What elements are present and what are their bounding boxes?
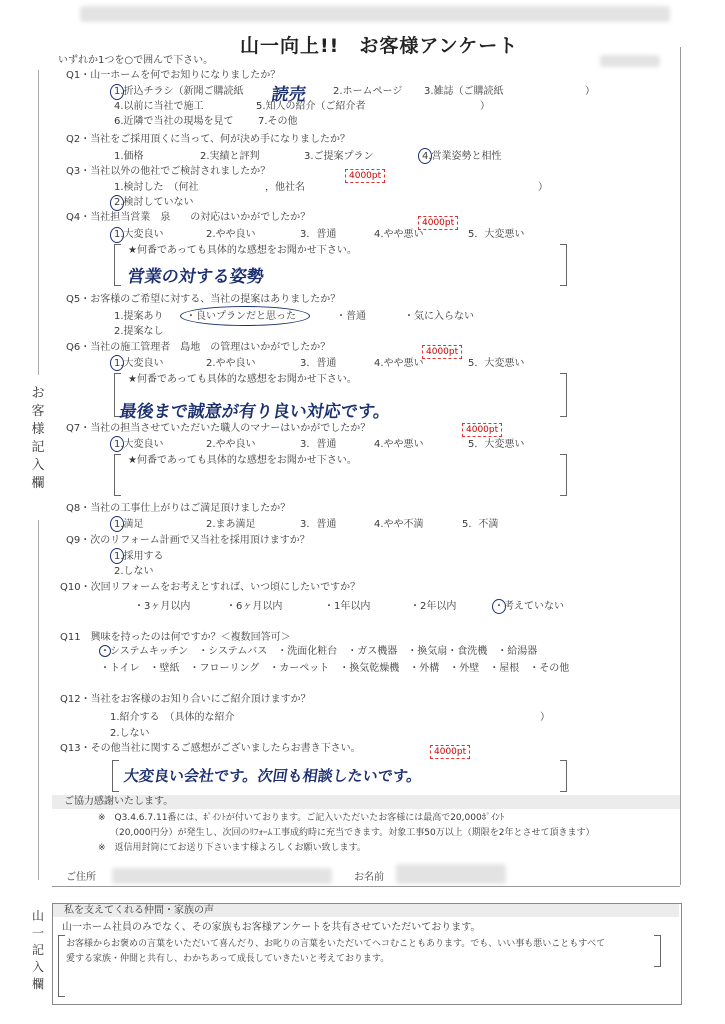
q3-opt1[interactable]: 1.検討した （何社 bbox=[114, 182, 199, 193]
q6-prompt: ★何番であっても具体的な感想をお聞かせ下さい。 bbox=[128, 374, 357, 385]
q4-opt5[interactable]: 5．大変悪い bbox=[468, 229, 525, 240]
q4-handwriting: 営業の対する姿勢 bbox=[126, 267, 266, 287]
q2-opt1[interactable]: 1.価格 bbox=[114, 151, 144, 162]
q12-opt2[interactable]: 2.しない bbox=[110, 728, 150, 739]
q2-opt3[interactable]: 3.ご提案プラン bbox=[304, 151, 374, 162]
q2-opt4[interactable]: 4.営業姿勢と相性 bbox=[422, 151, 502, 162]
q5-question: Q5・お客様のご希望に対する、当社の提案はありましたか？ bbox=[66, 294, 341, 305]
q4-prompt: ★何番であっても具体的な感想をお聞かせ下さい。 bbox=[128, 245, 357, 256]
q4-question: Q4・当社担当営業 泉 の対応はいかがでしたか？ bbox=[66, 212, 311, 223]
q1-opt3[interactable]: 3.雑誌（ご購読紙 bbox=[424, 86, 504, 97]
q1-opt4[interactable]: 4.以前に当社で施工 bbox=[114, 101, 204, 112]
q11-question: Q11 興味を持ったのは何ですか？＜複数回答可＞ bbox=[60, 632, 291, 643]
q10-opt5[interactable]: ・考えていない bbox=[494, 601, 564, 612]
q9-question: Q9・次のリフォーム計画で又当社を採用頂けますか？ bbox=[66, 535, 310, 546]
q7-bracket-left bbox=[114, 454, 121, 496]
q10-question: Q10・次回リフォームをお考えとすれば、いつ頃にしたいですか？ bbox=[60, 582, 361, 593]
note-envelope: ※ 返信用封筒にてお送り下さいます様よろしくお願い致します。 bbox=[98, 843, 366, 853]
q1-handwriting: 読売 bbox=[270, 85, 308, 105]
q6-opt5[interactable]: 5．大変悪い bbox=[468, 358, 525, 369]
q4-opt1[interactable]: 1.大変良い bbox=[114, 229, 164, 240]
q3-opt2[interactable]: 2.検討していない bbox=[114, 197, 194, 208]
q12-opt1[interactable]: 1.紹介する （具体的な紹介 bbox=[110, 712, 235, 723]
q5-opt2[interactable]: 2.提案なし bbox=[114, 326, 164, 337]
name-label: お名前 bbox=[354, 872, 384, 883]
q4-opt3[interactable]: 3．普通 bbox=[300, 229, 337, 240]
q7-prompt: ★何番であっても具体的な感想をお聞かせ下さい。 bbox=[128, 455, 357, 466]
q6-opt2[interactable]: 2.やや良い bbox=[206, 358, 256, 369]
q8-opt5[interactable]: 5．不満 bbox=[462, 519, 499, 530]
q7-bracket-right bbox=[560, 454, 567, 496]
q8-opt3[interactable]: 3．普通 bbox=[300, 519, 337, 530]
q6-bracket-right bbox=[560, 373, 567, 417]
q2-opt2[interactable]: 2.実績と評判 bbox=[200, 151, 260, 162]
q7-opt1[interactable]: 1.大変良い bbox=[114, 439, 164, 450]
side-label-customer: お客様記入欄 bbox=[31, 386, 45, 491]
q4-opt4[interactable]: 4.やや悪い bbox=[374, 229, 424, 240]
q3-points-stamp: 4000pt bbox=[345, 169, 385, 183]
staff-line-2: お客様からお褒めの言葉をいただいて喜んだり、お叱りの言葉をいただいてヘコむこともあります。でも、いい事も悪いこともすべて bbox=[66, 939, 606, 949]
q8-opt4[interactable]: 4.やや不満 bbox=[374, 519, 424, 530]
note-points-2: （20,000円分）が発生し、次回のﾘﾌｫｰﾑ工事成約時に充当できます。対象工事50万以上（期限を2年とさせて頂きます） bbox=[110, 828, 595, 838]
q7-opt5[interactable]: 5．大変悪い bbox=[468, 439, 525, 450]
q13-bracket-left bbox=[112, 760, 119, 792]
q8-opt2[interactable]: 2.まあ満足 bbox=[206, 519, 256, 530]
q1-opt1[interactable]: 1.折込チラシ（新聞ご購読紙 bbox=[114, 86, 244, 97]
q3-opt1-close: ） bbox=[538, 182, 548, 193]
q7-opt4[interactable]: 4.やや悪い bbox=[374, 439, 424, 450]
q7-opt2[interactable]: 2.やや良い bbox=[206, 439, 256, 450]
q7-question: Q7・当社の担当させていただいた職人のマナーはいかがでしたか？ bbox=[66, 423, 371, 434]
q4-bracket-left bbox=[114, 244, 121, 286]
q10-opt2[interactable]: ・6ヶ月以内 bbox=[226, 601, 283, 612]
q13-points-stamp: 4000pt bbox=[430, 745, 470, 759]
q4-opt2[interactable]: 2.やや良い bbox=[206, 229, 256, 240]
q6-opt4[interactable]: 4.やや悪い bbox=[374, 358, 424, 369]
q3-opt1-names: ，他社名 bbox=[265, 182, 305, 193]
q13-question: Q13・その他当社に関するご感想がございましたらお書き下さい。 bbox=[60, 743, 361, 754]
q6-handwriting: 最後まで誠意が有り良い対応です。 bbox=[118, 402, 392, 422]
q12-opt1-close: ） bbox=[540, 712, 550, 723]
redacted-header bbox=[80, 6, 670, 22]
footer-line bbox=[52, 886, 680, 887]
name-redacted[interactable] bbox=[396, 864, 506, 884]
q1-question: Q1・山一ホームを何でお知りになりましたか？ bbox=[66, 70, 281, 81]
q6-opt1[interactable]: 1.大変良い bbox=[114, 358, 164, 369]
side-label-staff: 山一記入欄 bbox=[31, 909, 44, 991]
q6-points-stamp: 4000pt bbox=[422, 345, 462, 359]
q5-opt1a[interactable]: ・良いプランだと思った bbox=[186, 311, 296, 322]
thanks-text: ご協力感謝いたします。 bbox=[64, 796, 174, 807]
side-divider-top bbox=[38, 70, 39, 375]
q9-opt2[interactable]: 2.しない bbox=[114, 566, 154, 577]
q13-handwriting: 大変良い会社です。次回も相談したいです。 bbox=[122, 767, 423, 785]
q1-opt6[interactable]: 6.近隣で当社の現場を見て bbox=[114, 116, 234, 127]
staff-line-1: 山一ホーム社員のみでなく、その家族もお客様アンケートを共有させていただいております。 bbox=[62, 922, 481, 933]
q11-options-row1[interactable]: ・システムキッチン ・システムバス ・洗面化粧台 ・ガス機器 ・換気扇・食洗機 ・給湯器 bbox=[100, 646, 538, 657]
q5-opt1c[interactable]: ・気に入らない bbox=[404, 311, 474, 322]
q4-points-stamp: 4000pt bbox=[418, 216, 458, 230]
q6-opt3[interactable]: 3．普通 bbox=[300, 358, 337, 369]
q1-opt3-close: ） bbox=[585, 86, 595, 97]
q8-question: Q8・当社の工事仕上がりはご満足頂けましたか？ bbox=[66, 503, 291, 514]
address-label: ご住所 bbox=[66, 872, 96, 883]
side-divider-bottom bbox=[38, 520, 39, 880]
q1-opt5[interactable]: 5.知人の紹介（ご紹介者 bbox=[256, 101, 366, 112]
q7-points-stamp: 4000pt bbox=[462, 423, 502, 437]
staff-bracket-left bbox=[58, 935, 65, 997]
q1-opt2[interactable]: 2.ホームページ bbox=[333, 86, 403, 97]
q10-opt4[interactable]: ・2年以内 bbox=[410, 601, 457, 612]
q9-opt1[interactable]: 1.採用する bbox=[114, 551, 164, 562]
page-title: 山一向上!! お客様アンケート bbox=[240, 35, 519, 57]
q3-question: Q3・当社以外の他社でご検討されましたか？ bbox=[66, 166, 271, 177]
q1-answer-circle bbox=[110, 84, 124, 100]
q12-question: Q12・当社をお客様のお知り合いにご紹介頂けますか？ bbox=[60, 694, 311, 705]
q4-bracket-right bbox=[560, 244, 567, 286]
q2-question: Q2・当社をご採用頂くに当って、何が決め手になりましたか？ bbox=[66, 134, 351, 145]
staff-line-3: 愛する家族・仲間と共有し、わかちあって成長していきたいと考えております。 bbox=[66, 954, 390, 964]
q6-question: Q6・当社の施工管理者 島地 の管理はいかがでしたか？ bbox=[66, 342, 331, 353]
address-redacted[interactable] bbox=[112, 868, 332, 884]
q1-opt7[interactable]: 7.その他 bbox=[258, 116, 298, 127]
q10-opt3[interactable]: ・1年以内 bbox=[324, 601, 371, 612]
q5-opt1[interactable]: 1.提案あり bbox=[114, 311, 164, 322]
note-points-1: ※ Q3.4.6.7.11番には、ﾎﾟｲﾝﾄが付いております。ご記入いただいたお客様には最高で20,000ﾎﾟｲﾝﾄ bbox=[98, 813, 505, 823]
q7-opt3[interactable]: 3．普通 bbox=[300, 439, 337, 450]
intro-text: いずれか1つを○で囲んで下さい。 bbox=[58, 55, 214, 66]
staff-heading: 私を支えてくれる仲間・家族の声 bbox=[64, 905, 214, 916]
q5-opt1b[interactable]: ・普通 bbox=[336, 311, 366, 322]
q11-options-row2[interactable]: ・トイレ ・壁紙 ・フローリング ・カーペット ・換気乾燥機 ・外構 ・外壁 ・屋根 ・その他 bbox=[100, 663, 570, 674]
staff-bracket-right bbox=[654, 935, 661, 967]
q13-bracket-right bbox=[560, 760, 567, 792]
q10-opt1[interactable]: ・3ヶ月以内 bbox=[134, 601, 191, 612]
q1-opt5-close: ） bbox=[480, 101, 490, 112]
q8-opt1[interactable]: 1.満足 bbox=[114, 519, 144, 530]
